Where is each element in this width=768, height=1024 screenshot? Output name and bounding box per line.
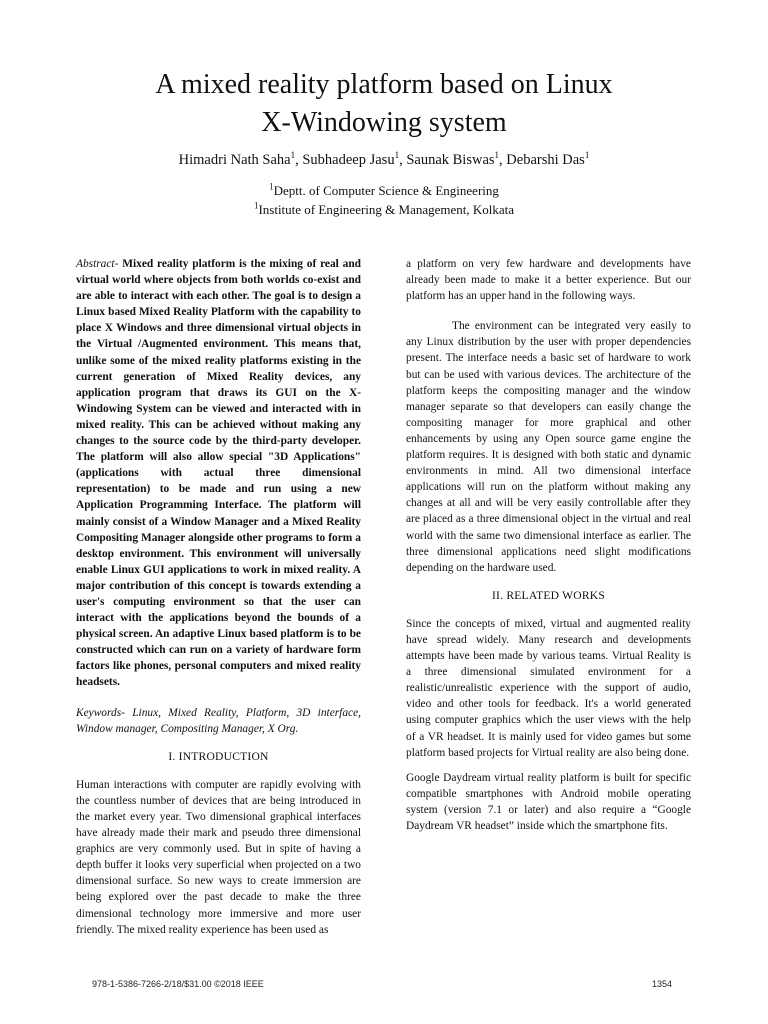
related-works-paragraph-2: Google Daydream virtual reality platform is built for specific compatible smartphones with Android mobile operating system (version 7.1 or later) and also require a “Google Daydream VR headset” inside which the smartphone fits. [406,771,691,832]
platform-paragraph: The environment can be integrated very easily to any Linux distribution by the user with proper dependencies present. The interface needs a basic set of hardware to work but can be used with various devices. The architecture of the platform keeps the compositing manager and the window manager separate so that developers can easily change the compositing manager for more graphical and other enhancements by using any Open source game engine the platform requires. It is designed with both static and dynamic environments in mind. All two dimensional interface applications will run on the platform without making any changes at all and will be very easily controllable after they are placed as a three dimensional object in the virtual and real world with the same two dimensional interface as earlier. The three dimensional applications need slight modifications depending on the hardware used. [406,320,691,574]
section-heading-related-works: II. RELATED WORKS [492,588,605,602]
abstract-text: Mixed reality platform is the mixing of real and virtual world where objects from both worlds co-exist and are able to interact with each other. The goal is to design a Linux based Mixed Reality Platform with the capability to place X Windows and three dimensional virtual objects in the Virtual /Augmented environment. This means that, unlike some of the mixed reality platforms existing in the current generation of Mixed Reality devices, any application program that draws its GUI on the X-Windowing System can be viewed and interacted with in mixed reality. This can be achieved without making any changes to the source code by the third-party developer. The platform will also allow special "3D Applications" (applications with actual three dimensional representation) to be made and run using a new Application Programming Interface. The platform will mainly consist of a Window Manager and a Mixed Reality Compositing Manager alongside other programs to form a desktop environment. This environment will universally enable Linux GUI applications to work in mixed reality. A major contribution of this concept is towards extending a user's computing environment so that the user can interact with the applications beyond the bounds of a physical screen. An adaptive Linux based platform is to be constructed which can run on a variety of hardware form factors like phones, personal computers and mixed reality headsets. [76,258,361,689]
author: Saunak Biswas [406,152,495,168]
abstract [76,256,361,691]
title-line-1: A mixed reality platform based on Linux [155,69,613,100]
author-list: Himadri Nath Saha$^1$, Subhadeep Jasu$^1$, Saunak Biswas$^1$, Debarshi Das$^1$ [178,150,590,168]
footer-copyright: 978-1-5386-7266-2/18/$31.00 ©2018 IEEE [92,979,264,989]
affiliation-mark: 1 [269,181,274,192]
introduction-paragraph: Human interactions with computer are rapidly evolving with the countless number of devices that are being introduced in the market every year. Two dimensional graphical interfaces have already made their mark and pseudo three dimensional graphics are very commonly used. But in spite of having a depth buffer it looks very superficial when projected on a two dimensional surface. So new ways to create immersion are being explored over the past decade to make the three dimensional technology more immersive and more user friendly. The mixed reality experience has been used as [76,778,361,936]
paper-title [0,66,768,142]
keywords-lead: Keywords- [76,706,125,719]
right-column [406,256,691,843]
keywords [76,705,361,737]
paragraph-continued: a platform on very few hardware and developments have already been made to make it a better experience. But our platform has an upper hand in the following ways. [406,258,691,303]
author-affiliation-mark: 1 [584,150,590,161]
title-line-2: X-Windowing system [261,107,507,138]
affiliation-mark: 1 [253,200,259,211]
affiliation-department: $^1$Deptt. of Computer Science & Engineering [269,181,499,198]
related-works-paragraph-1: Since the concepts of mixed, virtual and augmented reality have spread widely. Many research and developments attempts have been made by various teams. Virtual Reality is a three dimensional simulated environment for a realistic/unrealistic experience with the support of audio, video and other tools for feedback. It's a world generated using computer graphics which the user views with the help of a VR headset. It is mainly used for video games but some platform based projects for Virtual reality are also being done. [406,617,691,759]
keywords-text: Linux, Mixed Reality, Platform, 3D interface, Window manager, Compositing Manager, X Org. [76,706,361,735]
page-number: 1354 [652,979,673,989]
author: Subhadeep Jasu [302,152,395,168]
author-affiliation-mark: 1 [494,150,500,161]
affiliation-institute: $^1$Institute of Engineering & Management, Kolkata [253,200,515,217]
author-affiliation-mark: 1 [290,150,296,161]
author: Debarshi Das [506,152,585,168]
section-heading-introduction: I. INTRODUCTION [168,749,269,763]
author-affiliation-mark: 1 [394,150,400,161]
author: Himadri Nath Saha [178,152,291,168]
abstract-lead: Abstract- [76,258,119,270]
left-column [76,256,361,947]
